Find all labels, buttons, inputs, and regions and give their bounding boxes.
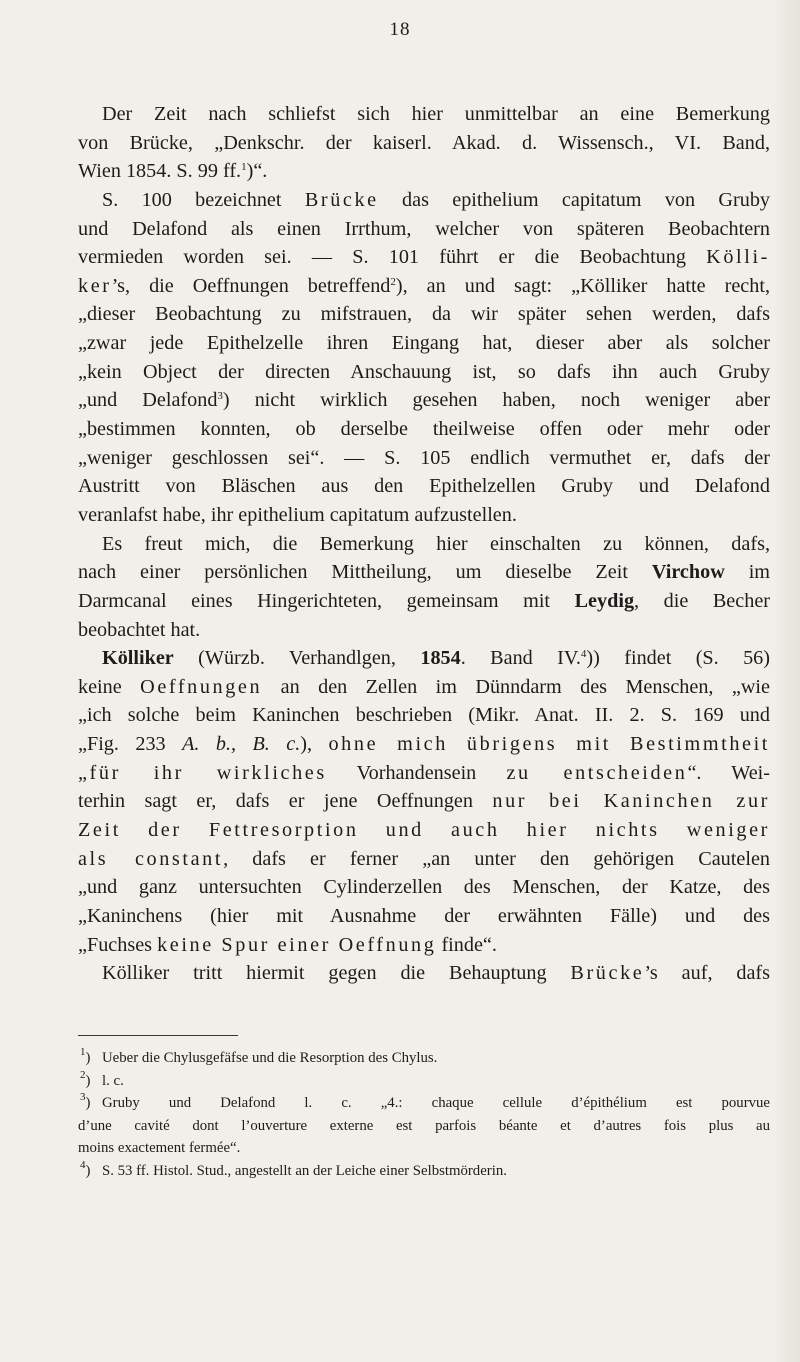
text-line <box>78 501 770 530</box>
footnote-number: 1 <box>80 1046 86 1058</box>
footnote-text: Gruby und Delafond l. c. „4.: chaque cellule d’épithélium est pourvue <box>102 1095 770 1111</box>
text-span: (Würzb. Verhandlgen, <box>173 647 421 670</box>
text-line <box>78 215 770 244</box>
text-line <box>78 787 770 816</box>
text-line <box>78 587 770 616</box>
text-span: und Delafond als einen Irrthum, welcher von späteren Beobachtern <box>78 217 770 240</box>
text-span: ), an und sagt: „Kölliker hatte recht, <box>395 274 771 297</box>
text-span: „dieser Beobachtung zu mifstrauen, da wir später sehen werden, dafs <box>78 303 770 326</box>
text-span: „Kaninchens (hier mit Ausnahme der erwähnten Fälle) und des <box>78 904 770 927</box>
bold-year: 1854 <box>420 647 461 670</box>
spaced-emphasis: Zeit der Fettresorption und auch hier nichts weniger <box>78 819 770 842</box>
text-line <box>78 329 770 358</box>
text-span: )) findet (S. 56) <box>586 647 771 670</box>
text-span: Darmcanal eines Hingerichteten, gemeinsam mit <box>78 589 575 612</box>
text-line <box>78 845 770 874</box>
italic-ref: A. b., B. c. <box>182 733 301 756</box>
footnote-text: l. c. <box>102 1072 124 1089</box>
footnote-ref: 1 <box>241 161 247 174</box>
footnote-mark: $^4$) <box>80 1158 91 1179</box>
text-line <box>78 873 770 902</box>
text-span: „und ganz untersuchten Cylinderzellen des Menschen, der Katze, des <box>78 876 770 899</box>
text-span: , dafs er ferner „an unter den gehörigen Cautelen <box>223 847 770 870</box>
spaced-emphasis: nur bei Kaninchen zur <box>492 790 770 813</box>
text-span: „Fig. 233 <box>78 733 183 756</box>
spaced-name: Kölli- <box>706 246 770 269</box>
text-span: beobachtet hat. <box>78 618 201 641</box>
text-line <box>78 272 770 301</box>
spaced-name: ker <box>78 274 112 297</box>
text-span: “. Wei- <box>687 761 771 784</box>
text-span: Der Zeit nach schliefst sich hier unmittelbar an eine Bemerkung <box>102 103 770 125</box>
page-edge-shadow <box>774 0 800 1362</box>
text-span: ) nicht wirklich gesehen haben, noch weniger aber <box>222 389 770 412</box>
text-line <box>78 186 770 215</box>
text-line <box>78 616 770 645</box>
text-line <box>78 358 770 387</box>
bold-name: Virchow <box>651 561 725 584</box>
text-line <box>78 415 770 444</box>
text-line <box>78 530 770 559</box>
footnote-1 <box>80 1046 770 1070</box>
text-span: Vorhandensein <box>326 761 507 784</box>
text-span: . Band IV. <box>460 647 581 670</box>
footnotes <box>78 1046 770 1182</box>
text-line <box>78 902 770 931</box>
footnote-text: Ueber die Chylusgefäfse und die Resorption des Chylus. <box>102 1050 438 1066</box>
text-span: an den Zellen im Dünndarm des Menschen, „wie <box>262 675 770 698</box>
spaced-emphasis: ohne mich übrigens mit Bestimmtheit <box>328 733 770 756</box>
spaced-name: Brücke <box>570 962 645 985</box>
spaced-emphasis: als constant <box>78 847 224 870</box>
bold-name: Leydig <box>574 589 635 612</box>
text-span: von Brücke, „Denkschr. der kaiserl. Akad. d. Wissensch., VI. Band, <box>78 131 770 154</box>
footnote-text: S. 53 ff. Histol. Stud., angestellt an der Leiche einer Selbstmörderin. <box>102 1162 507 1179</box>
text-span: „zwar jede Epithelzelle ihren Eingang hat, dieser aber als solcher <box>78 332 770 355</box>
text-span: , die Becher <box>634 589 770 612</box>
footnote-mark: $^3$) <box>80 1091 91 1111</box>
main-text <box>78 100 770 988</box>
footnote-mark: $^1$) <box>80 1046 91 1066</box>
text-line <box>78 701 770 730</box>
text-line <box>78 730 770 759</box>
text-span: ’s auf, dafs <box>644 962 770 985</box>
text-span: ), <box>300 733 329 756</box>
footnote-3 <box>80 1091 770 1115</box>
text-line <box>78 243 770 272</box>
footnote-ref: 2 <box>390 275 396 288</box>
footnote-text: moins exactement fermée“. <box>78 1140 241 1156</box>
text-line <box>78 959 770 988</box>
spaced-emphasis: zu entscheiden <box>506 761 688 784</box>
spaced-emphasis: Oeffnungen <box>140 675 263 698</box>
spaced-emphasis: „für ihr wirkliches <box>78 761 327 784</box>
text-line <box>78 644 770 673</box>
text-span: „weniger geschlossen sei“. — S. 105 endlich vermuthet er, dafs der <box>78 446 770 469</box>
footnote-text: d’une cavité dont l’ouverture externe est parfois béante et d’autres fois plus au <box>78 1117 770 1134</box>
text-line <box>78 558 770 587</box>
footnote-ref: 4 <box>580 648 587 661</box>
text-span: „ich solche beim Kaninchen beschrieben (Mikr. Anat. II. 2. S. 169 und <box>78 704 770 727</box>
text-line <box>78 673 770 702</box>
text-span: Es freut mich, die Bemerkung hier einschalten zu können, dafs, <box>102 532 770 555</box>
text-span: „und Delafond <box>78 389 218 412</box>
text-line <box>78 759 770 788</box>
text-line <box>78 444 770 473</box>
footnote-3-cont <box>78 1137 770 1160</box>
footnote-number: 3 <box>80 1091 86 1103</box>
page-number: 18 <box>389 19 411 40</box>
spaced-emphasis: keine Spur einer Oeffnung <box>157 933 437 956</box>
text-span: keine <box>78 675 141 698</box>
footnote-number: 2 <box>80 1068 86 1081</box>
text-line <box>78 816 770 845</box>
text-span: ’s, die Oeffnungen betreffend <box>111 274 391 297</box>
text-span: „Fuchses <box>78 933 158 956</box>
text-span: terhin sagt er, dafs er jene Oeffnungen <box>78 790 493 813</box>
text-span: vermieden worden sei. — S. 101 führt er die Beobachtung <box>78 246 707 269</box>
text-span: Kölliker tritt hiermit gegen die Behauptung <box>102 962 571 985</box>
text-span: im <box>724 561 771 584</box>
footnote-2 <box>80 1068 770 1093</box>
text-line <box>78 472 770 501</box>
text-span: „kein Object der directen Anschauung ist, so dafs ihn auch Gruby <box>78 360 770 383</box>
text-span: „bestimmen konnten, ob derselbe theilweise offen oder mehr oder <box>78 418 770 441</box>
spaced-name: Brücke <box>304 188 379 211</box>
text-line <box>78 931 770 960</box>
text-span: Wien 1854. S. 99 ff. <box>78 160 242 183</box>
text-span: Austritt von Bläschen aus den Epithelzellen Gruby und Delafond <box>78 475 770 498</box>
footnote-mark: $^2$) <box>80 1068 91 1089</box>
text-line <box>78 157 770 186</box>
text-span: nach einer persönlichen Mittheilung, um dieselbe Zeit <box>78 561 652 584</box>
text-line <box>78 100 770 129</box>
text-line <box>78 129 770 158</box>
text-line <box>78 386 770 415</box>
text-span: finde“. <box>436 933 497 956</box>
text-span: )“. <box>246 160 268 183</box>
footnote-number: 4 <box>80 1158 86 1171</box>
footnote-3-cont <box>78 1115 770 1138</box>
footnote-ref: 3 <box>217 390 223 403</box>
bold-name: Kölliker <box>102 647 174 670</box>
footnote-4 <box>80 1158 770 1183</box>
text-span: S. 100 bezeichnet <box>102 188 305 211</box>
text-span: veranlafst habe, ihr epithelium capitatum aufzustellen. <box>78 503 517 526</box>
text-line <box>78 300 770 329</box>
text-span: das epithelium capitatum von Gruby <box>378 188 771 211</box>
footnote-rule <box>78 1035 238 1036</box>
